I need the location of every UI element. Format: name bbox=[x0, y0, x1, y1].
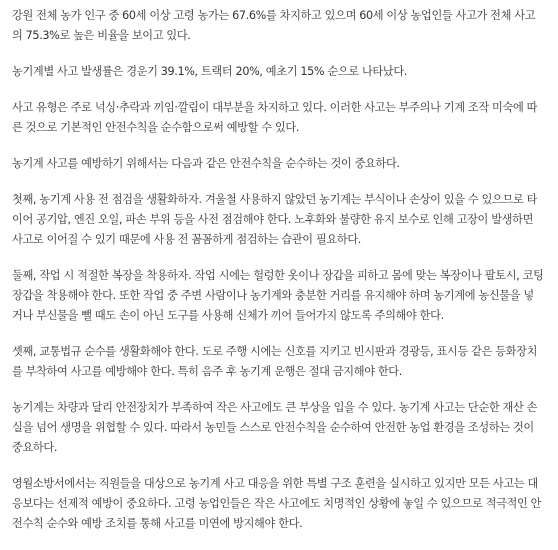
paragraph-fire-station-training: 영월소방서에서는 직원들을 대상으로 농기계 사고 대응을 위한 특별 구조 훈련을 실시하고 있지만 모든 사고는 대응보다는 선제적 예방이 중요하다. 고령 농업인들은 작은 사고에도 치명적인 상황에 놓일 수 있으므로 적극적인 안전수칙 순수와 예방 조치를 통해 사고를 미연에 방지해야 한다. bbox=[12, 477, 542, 530]
paragraph-rule-one-inspection: 첫째, 농기계 사용 전 점검을 생활화하자. 겨울철 사용하지 않았던 농기계는 부식이나 손상이 있을 수 있으므로 타이어 공기압, 엔진 오일, 파손 부위 등을 사전 점검해야 한다. 노후화와 불량한 유지 보수로 인해 고장이 발생하면 사고로 이어질 수 있기 때문에 사용 전 꼼꼼하게 점검하는 습관이 필요하다. bbox=[12, 193, 538, 246]
article-body bbox=[12, 6, 544, 534]
paragraph-elderly-farmer-statistics: 강원 전체 농가 인구 중 60세 이상 고령 농가는 67.6%를 차지하고 있으며 60세 이상 농업인들 사고가 전체 사고의 75.3%로 높은 비율을 보이고 있다. bbox=[12, 9, 536, 42]
paragraph-prevention-intro: 농기계 사고를 예방하기 위해서는 다음과 같은 안전수칙을 순수하는 것이 중요하다. bbox=[12, 157, 400, 170]
paragraph-accident-types: 사고 유형은 주로 넉싱·추락과 끼임·깔림이 대부분을 차지하고 있다. 이러한 사고는 부주의나 기계 조작 미숙에 따른 것으로 기본적인 안전수칙을 순수함으로써 예방할 수 있다. bbox=[12, 101, 538, 134]
paragraph-rule-two-clothing: 둘째, 작업 시 적절한 복장을 착용하자. 작업 시에는 헐렁한 옷이나 장갑을 피하고 몸에 맞는 복장이나 팔토시, 코팅 장갑을 착용해야 한다. 또한 작업 중 주변 사람이나 농기계와 충분한 거리를 유지해야 하며 농기계에 농신물을 넣거나 부신물을 뺄 때도 손이 아닌 도구를 사용해 신체가 끼어 들어가지 않도록 주의해야 한다. bbox=[12, 269, 544, 322]
paragraph-accident-rate-by-machine: 농기계별 사고 발생률은 경운기 39.1%, 트랙터 20%, 예초기 15% 순으로 나타났다. bbox=[12, 65, 407, 78]
paragraph-safety-importance: 농기계는 차량과 달리 안전장치가 부족하여 작은 사고에도 큰 부상을 입을 수 있다. 농기계 사고는 단순한 재산 손실을 넘어 생명을 위협할 수 있다. 따라서 농민들 스스로 안전수칙을 순수하여 안전한 농업 환경을 조성하는 것이 중요하다. bbox=[12, 401, 538, 454]
paragraph-rule-three-traffic: 셋째, 교통법규 순수를 생활화해야 한다. 도로 주행 시에는 신호를 지키고 빈시판과 경광등, 표시등 같은 등화장치를 부착하여 사고를 예방해야 한다. 특히 음주 후 농기계 운행은 절대 금지해야 한다. bbox=[12, 345, 538, 378]
